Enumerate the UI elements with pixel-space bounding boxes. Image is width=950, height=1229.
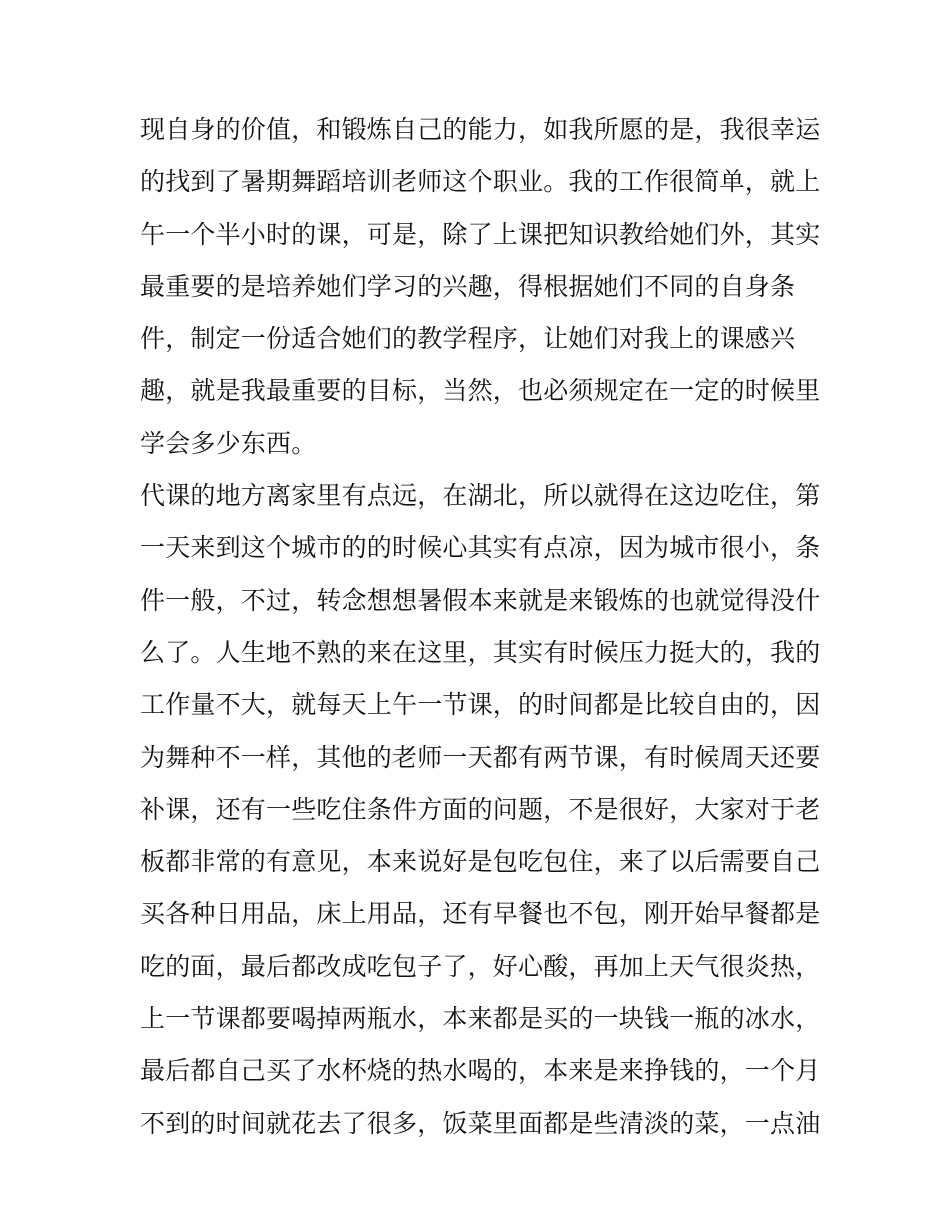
- text-line: 最重要的是培养她们学习的兴趣，得根据她们不同的自身条: [140, 271, 796, 301]
- text-line: 件一般，不过，转念想想暑假本来就是来锻炼的也就觉得没什: [140, 585, 821, 615]
- text-line: 工作量不大，就每天上午一节课，的时间都是比较自由的，因: [140, 690, 821, 720]
- text-line: 么了。人生地不熟的来在这里，其实有时候压力挺大的，我的: [140, 637, 821, 667]
- text-line: 最后都自己买了水杯烧的热水喝的，本来是来挣钱的，一个月: [140, 1056, 821, 1086]
- text-line: 为舞种不一样，其他的老师一天都有两节课，有时候周天还要: [140, 742, 821, 772]
- text-line: 不到的时间就花去了很多，饭菜里面都是些清淡的菜，一点油: [140, 1108, 821, 1138]
- text-line: 板都非常的有意见，本来说好是包吃包住，来了以后需要自己: [140, 847, 821, 877]
- text-line: 趣，就是我最重要的目标，当然，也必须规定在一定的时候里: [140, 376, 821, 406]
- text-line: 买各种日用品，床上用品，还有早餐也不包，刚开始早餐都是: [140, 899, 821, 929]
- body-text: [140, 104, 820, 1150]
- text-line: 件，制定一份适合她们的教学程序，让她们对我上的课感兴: [140, 324, 796, 354]
- text-line: 上一节课都要喝掉两瓶水，本来都是买的一块钱一瓶的冰水，: [140, 1004, 821, 1034]
- text-line: 现自身的价值，和锻炼自己的能力，如我所愿的是，我很幸运: [140, 115, 821, 144]
- text-line: 一天来到这个城市的的时候心其实有点凉，因为城市很小，条: [140, 533, 821, 563]
- text-line: 代课的地方离家里有点远，在湖北，所以就得在这边吃住，第: [140, 481, 821, 511]
- text-line: 学会多少东西。: [140, 428, 317, 458]
- text-line: 补课，还有一些吃住条件方面的问题，不是很好，大家对于老: [140, 794, 821, 824]
- text-line: 吃的面，最后都改成吃包子了，好心酸，再加上天气很炎热，: [140, 951, 821, 981]
- text-line: 的找到了暑期舞蹈培训老师这个职业。我的工作很简单，就上: [140, 167, 821, 197]
- text-line: 午一个半小时的课，可是，除了上课把知识教给她们外，其实: [140, 219, 821, 249]
